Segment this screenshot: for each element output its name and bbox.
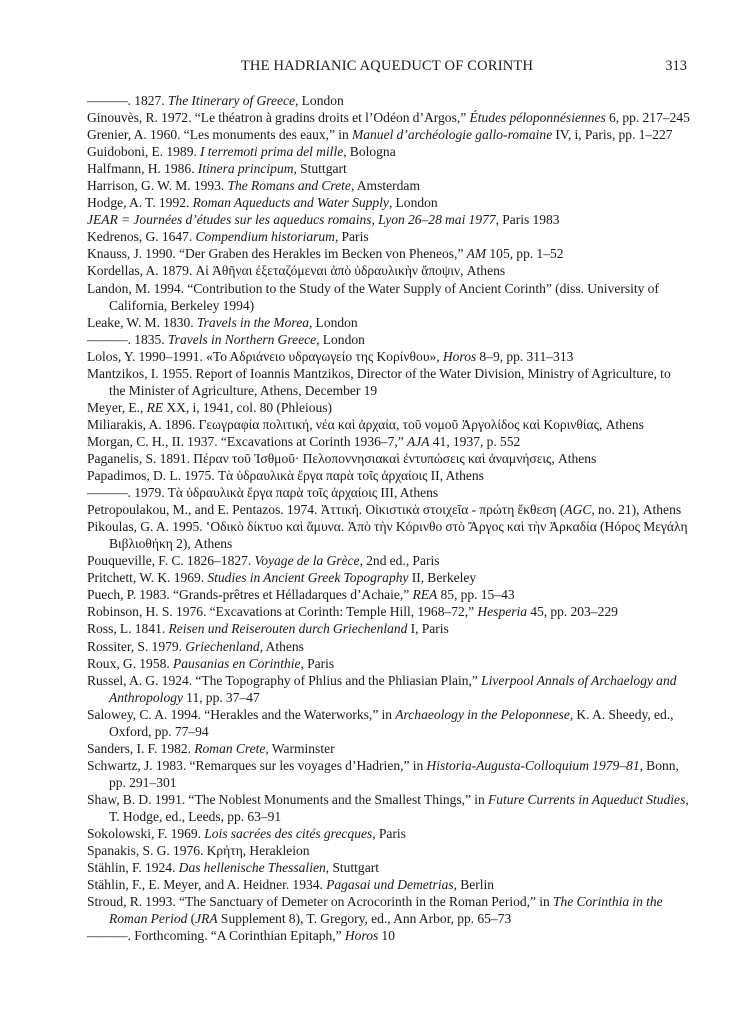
entry-title-italic: Travels in Northern Greece [167,331,317,347]
bibliography-entry [87,194,690,211]
bibliography-entry [87,331,690,348]
entry-text: , Stuttgart [325,860,379,876]
bibliography-entry [87,280,690,314]
entry-text: , Paris [372,826,406,842]
entry-text: , London [316,331,365,347]
bibliography-entry [87,177,690,194]
entry-text: Russel, A. G. 1924. “The Topography of Phlius and the Phliasian Plain,” [87,672,482,688]
bibliography-entry [87,740,690,757]
entry-title-italic: Manuel d’archéologie gallo-romaine [351,127,553,143]
entry-title-italic: The Itinerary of Greece [167,93,296,108]
entry-text: ———. 1979. Τὰ ὑδραυλικὰ ἔργα παρὰ τοῖς ἀρχαίοις III, Athens [87,485,439,501]
entry-text: 41, 1937, p. 552 [429,433,521,449]
bibliography-entry [87,467,690,484]
page-number: 313 [665,58,687,74]
entry-text: , Berlin [453,877,495,893]
entry-text: Papadimos, D. L. 1975. Τὰ ὑδραυλικὰ ἔργα παρὰ τοῖς ἀρχαίοις II, Athens [87,468,484,484]
entry-title-italic: Historia-Augusta-Colloquium 1979–81 [426,757,640,773]
bibliography-entry [87,893,690,927]
entry-text: 11, pp. 37–47 [183,689,260,705]
entry-text: Stählin, F. 1924. [87,860,179,876]
entry-text: 8–9, pp. 311–313 [476,348,574,364]
entry-text: , Athens [259,638,304,654]
entry-text: Sanders, I. F. 1982. [87,740,195,756]
entry-text: Supplement 8), T. Gregory, ed., Ann Arbor, pp. 65–73 [217,911,512,927]
bibliography-entry [87,314,690,331]
entry-text: Guidoboni, E. 1989. [87,144,201,160]
bibliography-list [87,92,690,944]
bibliography-entry [87,433,690,450]
entry-text: Stroud, R. 1993. “The Sanctuary of Demeter on Acrocorinth in the Roman Period,” in [87,894,553,910]
entry-title-italic: Compendium historiarum [195,229,335,245]
bibliography-entry [87,586,690,603]
bibliography-entry [87,211,690,228]
entry-title-italic: Pagasai und Demetrias [326,877,454,893]
bibliography-entry [87,825,690,842]
entry-text: Spanakis, S. G. 1976. Κρήτη, Herakleion [87,843,310,859]
bibliography-entry [87,228,690,245]
bibliography-entry [87,672,690,706]
bibliography-entry [87,655,690,672]
running-title: THE HADRIANIC AQUEDUCT OF CORINTH [240,58,534,74]
entry-text: 105, pp. 1–52 [486,246,564,262]
entry-title-italic: Pausanias en Corinthie [172,655,301,671]
entry-text: 45, pp. 203–229 [527,604,618,620]
bibliography-entry [87,484,690,501]
entry-title-italic: Études péloponnésiennes [469,110,606,126]
entry-title-italic: JRA [195,911,218,927]
entry-title-italic: Itinera principum [197,161,294,177]
entry-text: , London [388,195,438,211]
entry-text: , Warminster [265,740,335,756]
entry-text: , T. Hodge, ed., Leeds, pp. 63–91 [109,791,689,824]
entry-text: Grenier, A. 1960. “Les monuments des eaux,” in [87,127,352,143]
entry-title-italic: RE [146,399,164,415]
entry-text: Harrison, G. W. M. 1993. [87,178,228,194]
entry-text: Kedrenos, G. 1647. [87,229,196,245]
bibliography-entry [87,842,690,859]
entry-text: IV, i, Paris, pp. 1–227 [552,127,673,143]
bibliography-entry [87,876,690,893]
entry-text: 10 [378,928,395,944]
bibliography-entry [87,706,690,740]
entry-text: ( [187,911,196,927]
entry-title-italic: Roman Crete [194,740,266,756]
entry-text: Morgan, C. H., II. 1937. “Excavations at Corinth 1936–7,” [87,433,408,449]
bibliography-entry [87,620,690,637]
entry-text: , Stuttgart [293,161,347,177]
bibliography-entry [87,143,690,160]
bibliography-entry [87,501,690,518]
entry-text: Rossiter, S. 1979. [87,638,186,654]
bibliography-entry [87,365,690,399]
entry-text: , Bonn, pp. 291–301 [109,757,679,790]
entry-text: Pouqueville, F. C. 1826–1827. [87,553,255,569]
bibliography-entry [87,859,690,876]
entry-title-italic: Lois sacrées des cités grecques [204,826,373,842]
entry-title-italic: Roman Aqueducts and Water Supply [192,195,389,211]
entry-text: Landon, M. 1994. “Contribution to the Study of the Water Supply of Ancient Corinth” (diss. University of California, Berkeley 1994) [87,280,659,313]
entry-text: , London [308,314,358,330]
entry-text: , Paris [334,229,369,245]
entry-text: Meyer, E., [87,399,147,415]
entry-title-italic: Das hellenische Thessalien [178,860,326,876]
entry-text: Ginouvès, R. 1972. “Le théatron à gradins droits et l’Odéon d’Argos,” [87,110,470,126]
entry-text: ———. 1835. [87,331,168,347]
entry-title-italic: Studies in Ancient Greek Topography [207,570,409,586]
entry-text: , Paris [300,655,335,671]
entry-title-italic: AJA [407,433,430,449]
entry-text: II, Berkeley [408,570,477,586]
entry-title-italic: Horos [344,928,379,944]
entry-text: Miliarakis, A. 1896. Γεωγραφία πολιτική, νέα καὶ ἀρχαία, τοῦ νομοῦ Ἀργολίδος καὶ Κορινθίας, Athens [87,416,644,432]
entry-text: ———. 1827. [87,93,168,108]
bibliography-entry [87,348,690,365]
entry-text: Schwartz, J. 1983. “Remarques sur les voyages d’Hadrien,” in [87,757,427,773]
entry-title-italic: JEAR = Journées d’études sur les aqueducs romains, Lyon 26–28 mai 1977 [87,212,496,228]
entry-title-italic: Horos [442,348,477,364]
entry-title-italic: AGC [564,502,592,518]
entry-text: Roux, G. 1958. [87,655,173,671]
entry-text: 6, pp. 217–245 [605,110,690,126]
page-header [87,58,687,78]
entry-title-italic: Liverpool Annals of Archaelogy and Anthropology [109,672,677,705]
bibliography-entry [87,791,690,825]
entry-title-italic: Reisen und Reiserouten durch Griechenland [168,621,408,637]
entry-title-italic: The Romans and Crete [227,178,351,194]
entry-text: Pikoulas, G. A. 1995. ʽΟδικὸ δίκτυο καὶ ἄμυνα. Ἀπὸ τὴν Κόρινθο στὸ Ἄργος καὶ τὴν Ἀρκαδία (Ηόρος Μεγάλη Βιβλιοθήκη 2), Athens [87,519,688,552]
entry-text: Lolos, Y. 1990–1991. «Το Αδριάνειο υδραγωγείο της Κορίνθου», [87,348,443,364]
entry-text: , Bologna [343,144,396,160]
entry-text: 85, pp. 15–43 [437,587,515,603]
entry-title-italic: Voyage de la Grèce [254,553,360,569]
bibliography-entry [87,245,690,262]
entry-text: , no. 21), Athens [591,502,682,518]
entry-text: Stählin, F., E. Meyer, and A. Heidner. 1934. [87,877,327,893]
entry-text: Shaw, B. D. 1991. “The Noblest Monuments and the Smallest Things,” in [87,791,488,807]
entry-text: I, Paris [407,621,449,637]
bibliography-entry [87,126,690,143]
entry-text: Petropoulakou, M., and E. Pentazos. 1974. Ἀττική. Οἰκιστικὰ στοιχεῖα - πρώτη ἔκθεση ( [87,502,565,518]
entry-text: ———. Forthcoming. “A Corinthian Epitaph,” [87,928,345,944]
entry-title-italic: Future Currents in Aqueduct Studies [487,791,686,807]
entry-title-italic: Hesperia [477,604,528,620]
bibliography-entry [87,450,690,467]
entry-text: Mantzikos, I. 1955. Report of Ioannis Mantzikos, Director of the Water Division, Ministry of Agriculture, to the Minister of Agriculture, Athens, December 19 [87,365,671,398]
bibliography-entry [87,262,690,279]
entry-text: Leake, W. M. 1830. [87,314,197,330]
entry-title-italic: Archaeology in the Peloponnese [395,706,570,722]
entry-text: Sokolowski, F. 1969. [87,826,205,842]
entry-title-italic: The Corinthia in the Roman Period [109,894,663,927]
entry-text: , Paris 1983 [495,212,560,228]
entry-text: Salowey, C. A. 1994. “Herakles and the Waterworks,” in [87,706,396,722]
bibliography-entry [87,569,690,586]
entry-text: , Amsterdam [350,178,420,194]
entry-text: Robinson, H. S. 1976. “Excavations at Corinth: Temple Hill, 1968–72,” [87,604,478,620]
entry-text: , K. A. Sheedy, ed., Oxford, pp. 77–94 [109,706,674,739]
bibliography-entry [87,603,690,620]
entry-text: Knauss, J. 1990. “Der Graben des Herakles im Becken von Pheneos,” [87,246,467,262]
bibliography-entry [87,416,690,433]
entry-text: Puech, P. 1983. “Grands-prêtres et Hélladarques d’Achaie,” [87,587,413,603]
bibliography-entry [87,552,690,569]
entry-text: Kordellas, A. 1879. Αἱ Ἀθῆναι ἐξεταζόμεναι ἀπὸ ὑδραυλικὴν ἄποψιν, Athens [87,263,506,279]
entry-text: Halfmann, H. 1986. [87,161,198,177]
bibliography-entry [87,109,690,126]
bibliography-entry [87,160,690,177]
entry-text: XX, i, 1941, col. 80 (Phleious) [163,399,333,415]
entry-title-italic: REA [412,587,438,603]
entry-text: Paganelis, S. 1891. Πέραν τοῦ Ἰσθμοῦ· Πελοποννησιακαὶ ἐντυπώσεις καὶ ἀναμνήσεις, Athens [87,450,597,466]
entry-text: , London [295,93,344,108]
bibliography-entry [87,399,690,416]
entry-text: , 2nd ed., Paris [359,553,440,569]
entry-title-italic: I terremoti prima del mille [200,144,344,160]
bibliography-entry [87,757,690,791]
bibliography-entry [87,92,690,109]
entry-title-italic: Travels in the Morea [196,314,309,330]
entry-title-italic: AM [466,246,487,262]
bibliography-entry [87,638,690,655]
entry-text: Pritchett, W. K. 1969. [87,570,208,586]
entry-text: Ross, L. 1841. [87,621,169,637]
entry-text: Hodge, A. T. 1992. [87,195,193,211]
entry-title-italic: Griechenland [185,638,260,654]
bibliography-entry [87,518,690,552]
bibliography-entry [87,927,690,944]
